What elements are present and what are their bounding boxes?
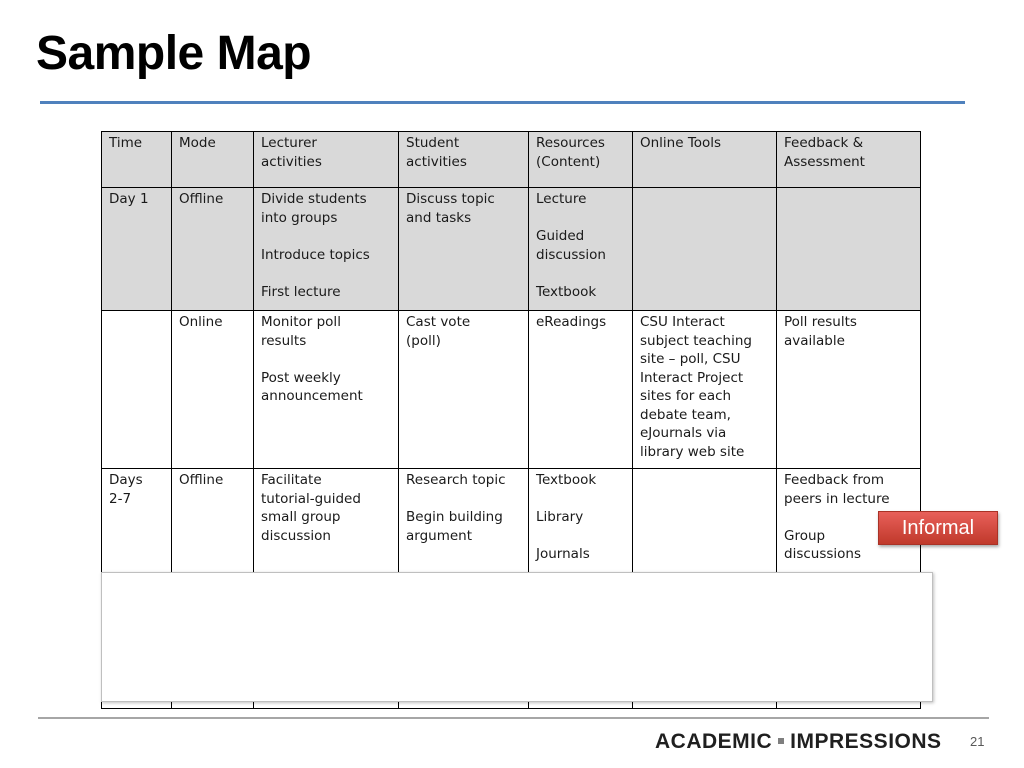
paragraph-gap (536, 264, 625, 283)
cell-text: peers in lecture (784, 490, 890, 507)
slide-title: Sample Map (36, 27, 312, 80)
cell-text: Offline (179, 191, 224, 207)
header-text: Student (406, 135, 460, 151)
header-text: Assessment (784, 153, 865, 170)
cell-text: discussion (261, 527, 331, 544)
cell-text: Introduce topics (261, 246, 370, 263)
cell-text: Journals (536, 546, 590, 562)
header-mode (172, 132, 254, 188)
cell-text: Poll results (784, 314, 857, 330)
logo-text-right: IMPRESSIONS (790, 730, 942, 753)
cell-online-tools (633, 311, 777, 469)
cell-text: Library (536, 509, 584, 525)
table-row (102, 188, 921, 311)
cell-text: Lecture (536, 191, 587, 207)
cell-mode (172, 311, 254, 469)
cell-text: CSU Interact (640, 314, 725, 330)
cell-text: Group (784, 527, 826, 544)
cell-resources (529, 311, 633, 469)
cell-text: Textbook (536, 283, 597, 300)
header-text: Resources (536, 135, 605, 151)
cell-text: library web site (640, 443, 745, 460)
cell-text: Offline (179, 472, 224, 488)
header-text: activities (406, 153, 467, 170)
footer-divider (38, 717, 989, 719)
header-text: Mode (179, 135, 216, 151)
paragraph-gap (261, 264, 391, 283)
cell-lecturer-activities (254, 188, 399, 311)
cell-feedback-assessment (777, 188, 921, 311)
cell-text: 2-7 (109, 490, 132, 507)
header-time (102, 132, 172, 188)
header-resources (529, 132, 633, 188)
title-divider (40, 101, 965, 104)
cell-text: Facilitate (261, 472, 322, 488)
cell-text: small group (261, 509, 341, 525)
cell-text: results (261, 332, 307, 349)
cell-text: Day 1 (109, 191, 149, 207)
table-header-row (102, 132, 921, 188)
cell-text: Days (109, 472, 143, 488)
logo-text-left: ACADEMIC (655, 730, 773, 753)
cell-text: discussions (784, 546, 861, 562)
cell-text: announcement (261, 388, 363, 404)
cell-text: eJournals via (640, 425, 727, 441)
header-text: (Content) (536, 153, 601, 170)
cell-text: Interact Project (640, 369, 744, 386)
cell-text: debate team, (640, 406, 731, 423)
header-student-activities (399, 132, 529, 188)
cell-text: First lecture (261, 283, 341, 300)
paragraph-gap (406, 490, 521, 509)
informal-callout: Informal (878, 511, 998, 545)
cell-text: Textbook (536, 472, 597, 488)
cell-text: Discuss topic (406, 191, 495, 207)
cell-text: Research topic (406, 472, 506, 488)
header-feedback-assessment (777, 132, 921, 188)
cell-mode (172, 188, 254, 311)
cell-text: tutorial-guided (261, 490, 361, 507)
table-row (102, 311, 921, 469)
paragraph-gap (536, 209, 625, 228)
cell-text: Cast vote (406, 314, 471, 330)
cell-student-activities (399, 188, 529, 311)
cell-text: Monitor poll (261, 314, 341, 330)
cell-time (102, 311, 172, 469)
cell-text: argument (406, 527, 473, 544)
paragraph-gap (536, 527, 625, 546)
cell-online-tools (633, 188, 777, 311)
page-number: 21 (970, 734, 985, 749)
cell-time (102, 188, 172, 311)
content-overlay-box (101, 572, 933, 702)
cell-text: eReadings (536, 314, 607, 330)
paragraph-gap (536, 490, 625, 509)
cell-student-activities (399, 311, 529, 469)
header-lecturer-activities (254, 132, 399, 188)
cell-text: available (784, 332, 845, 349)
cell-text: site – poll, CSU (640, 351, 741, 367)
paragraph-gap (261, 350, 391, 369)
cell-text: into groups (261, 209, 338, 226)
cell-text: discussion (536, 246, 606, 263)
cell-text: sites for each (640, 388, 732, 404)
cell-lecturer-activities (254, 311, 399, 469)
cell-text: Online (179, 314, 223, 330)
cell-text: and tasks (406, 209, 472, 226)
cell-text: Feedback from (784, 472, 884, 488)
cell-text: subject teaching (640, 332, 752, 349)
header-online-tools (633, 132, 777, 188)
cell-text: Begin building (406, 509, 503, 525)
cell-text: Divide students (261, 191, 367, 207)
header-text: Online Tools (640, 135, 722, 151)
header-text: Lecturer (261, 135, 317, 151)
cell-text: Guided (536, 228, 585, 244)
academic-impressions-logo (655, 730, 942, 754)
header-text: Time (109, 135, 143, 151)
header-text: activities (261, 153, 322, 170)
header-text: Feedback & (784, 135, 864, 151)
logo-separator (778, 738, 784, 744)
paragraph-gap (261, 227, 391, 246)
cell-text: Post weekly (261, 369, 341, 386)
cell-feedback-assessment (777, 311, 921, 469)
cell-text: (poll) (406, 332, 441, 349)
cell-resources (529, 188, 633, 311)
